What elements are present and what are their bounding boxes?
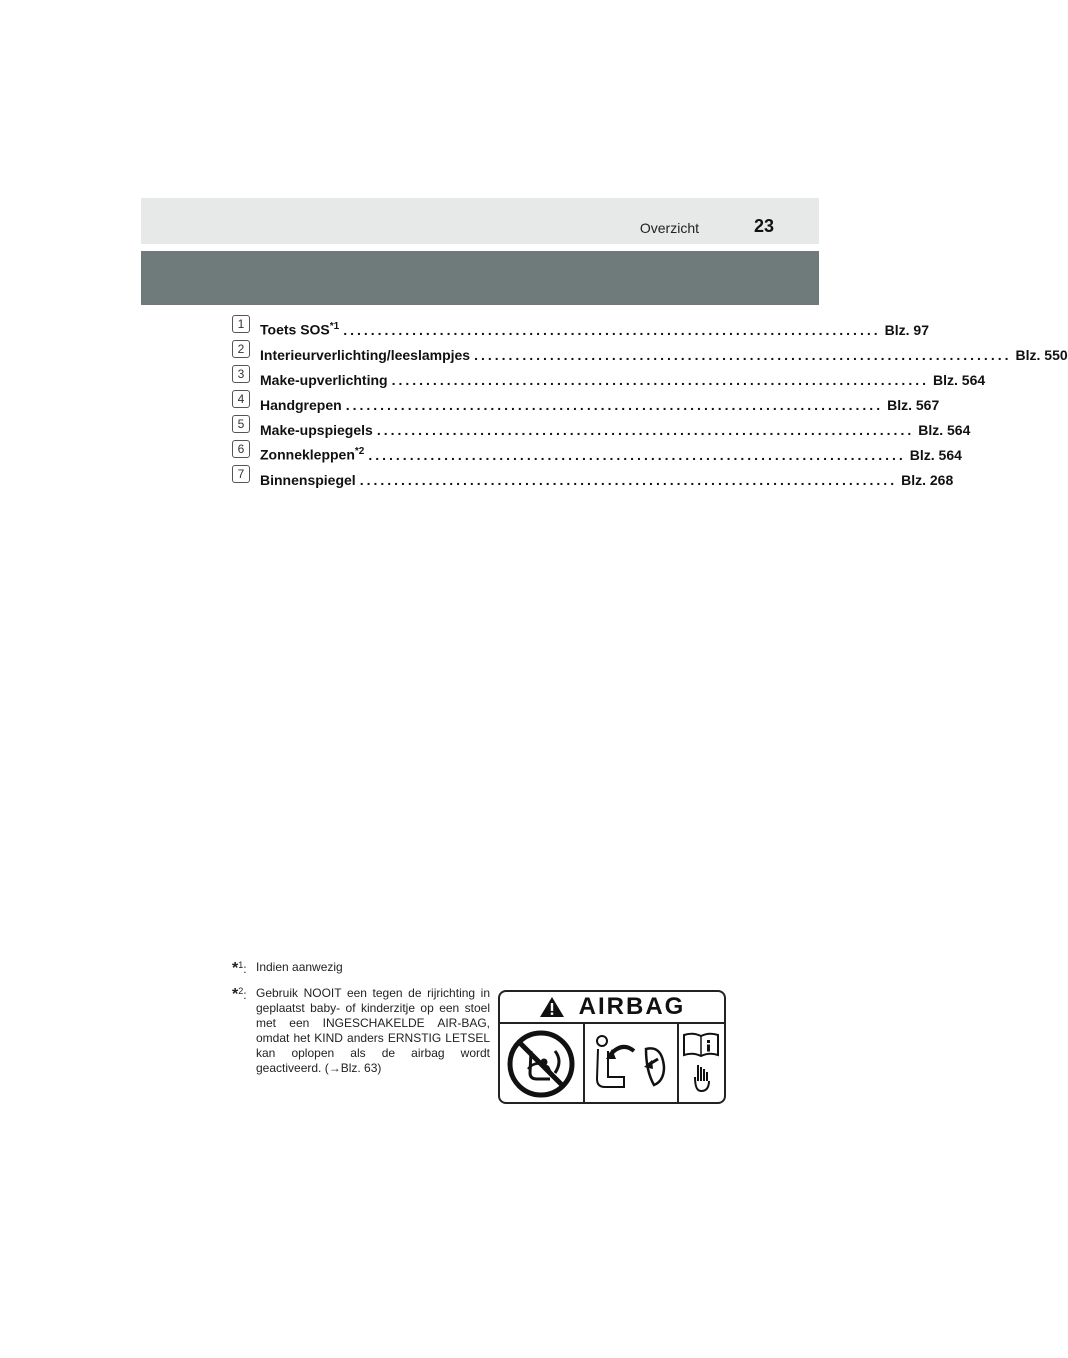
no-rear-facing-child-seat-icon bbox=[506, 1029, 576, 1099]
item-number: 7 bbox=[232, 465, 250, 483]
airbag-label-body bbox=[500, 1024, 724, 1104]
section-title: Overzicht bbox=[639, 220, 699, 236]
leader-dots: .............................................................................. bbox=[391, 372, 929, 388]
page-header bbox=[141, 198, 819, 244]
footnote-ref: *2 bbox=[354, 446, 365, 458]
airbag-warning-label bbox=[498, 990, 726, 1104]
footnote-marker: *$^1$: bbox=[232, 960, 247, 977]
page-number: 23 bbox=[753, 216, 774, 236]
section-banner bbox=[141, 251, 819, 305]
footnote-1 bbox=[232, 960, 490, 978]
toc-item[interactable] bbox=[232, 338, 1068, 363]
footnote-ref: *1 bbox=[329, 321, 340, 333]
item-number: 1 bbox=[232, 315, 250, 333]
toc-item[interactable] bbox=[232, 438, 962, 463]
item-page-ref: Blz. 268 bbox=[901, 472, 954, 488]
toc-item[interactable] bbox=[232, 363, 986, 388]
seat-airbag-deploy-icon bbox=[588, 1029, 674, 1099]
item-label: Make-upverlichting bbox=[260, 372, 388, 388]
item-page-ref: Blz. 564 bbox=[909, 447, 962, 463]
footnote-2 bbox=[232, 986, 490, 1076]
read-manual-icon bbox=[681, 1029, 721, 1099]
toc-item[interactable] bbox=[232, 413, 971, 438]
footnote-text: Gebruik NOOIT een tegen de rijrichting in geplaatst baby- of kinderzitje op een stoel met een INGESCHAKELDE AIR-BAG, omdat het KIND anders ERNSTIG LETSEL kan oplopen als de airbag wordt geactiveerd. (→Blz. 63) bbox=[256, 986, 490, 1075]
leader-dots: .............................................................................. bbox=[359, 472, 898, 488]
item-label: Binnenspiegel bbox=[260, 472, 356, 488]
airbag-label-header bbox=[500, 992, 724, 1024]
item-number: 3 bbox=[232, 365, 250, 383]
footnote-marker: *$^2$: bbox=[232, 986, 247, 1003]
leader-dots: .............................................................................. bbox=[474, 347, 1012, 363]
item-label: Make-upspiegels bbox=[260, 422, 373, 438]
toc-item[interactable] bbox=[232, 463, 954, 488]
leader-dots: .............................................................................. bbox=[343, 322, 881, 338]
warning-triangle-icon bbox=[539, 996, 565, 1018]
item-label: Zonnekleppen$^{*2}$ bbox=[260, 446, 365, 463]
item-label: Handgrepen bbox=[260, 397, 342, 413]
read-manual-cell bbox=[677, 1024, 724, 1104]
item-number: 2 bbox=[232, 340, 250, 358]
footnotes bbox=[232, 960, 490, 1084]
item-page-ref: Blz. 567 bbox=[887, 397, 940, 413]
leader-dots: .............................................................................. bbox=[345, 397, 884, 413]
leader-dots: .............................................................................. bbox=[368, 447, 906, 463]
airbag-title: AIRBAG bbox=[578, 993, 686, 1020]
item-page-ref: Blz. 97 bbox=[884, 322, 929, 338]
no-child-seat-cell bbox=[500, 1024, 583, 1104]
item-number: 6 bbox=[232, 440, 250, 458]
toc-item[interactable] bbox=[232, 313, 929, 338]
item-number: 4 bbox=[232, 390, 250, 408]
toc-item[interactable] bbox=[232, 388, 940, 413]
item-number: 5 bbox=[232, 415, 250, 433]
footnote-text: Indien aanwezig bbox=[256, 960, 343, 974]
item-label: Interieurverlichting/leeslampjes bbox=[260, 347, 471, 363]
toc-list bbox=[232, 313, 1068, 488]
seat-airbag-cell bbox=[583, 1024, 677, 1104]
leader-dots: .............................................................................. bbox=[376, 422, 915, 438]
item-label: Toets SOS$^{*1}$ bbox=[260, 321, 340, 338]
item-page-ref: Blz. 550 bbox=[1015, 347, 1068, 363]
item-page-ref: Blz. 564 bbox=[933, 372, 986, 388]
item-page-ref: Blz. 564 bbox=[918, 422, 971, 438]
